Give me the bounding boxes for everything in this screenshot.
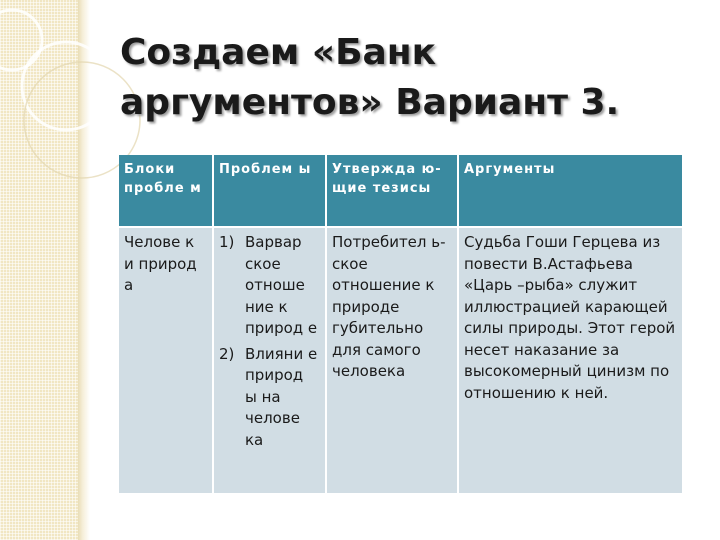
cell-problems	[213, 227, 326, 493]
arguments-table	[119, 155, 682, 493]
list-item	[219, 232, 319, 340]
table-row	[119, 227, 682, 493]
header-problems: Проблем ы	[213, 155, 326, 227]
slide-title: Создаем «Банк аргументов» Вариант 3.	[120, 32, 620, 123]
table-header-row	[119, 155, 682, 227]
decorative-circle-small	[0, 10, 42, 70]
cell-thesis: Потребител ь-ское отношение к природе губительно для самого человека	[326, 227, 458, 493]
header-arguments: Аргументы	[458, 155, 682, 227]
problem-text: Влияни е природ ы на челове ка	[245, 344, 318, 449]
cell-block: Челове к и природ а	[119, 227, 213, 493]
list-number: 2)	[219, 344, 235, 363]
problem-list	[219, 232, 319, 451]
cell-argument: Судьба Гоши Герцева из повести В.Астафьева «Царь –рыба» служит иллюстрацией карающей силы природы. Этот герой несет наказание за высокомерный цинизм по отношению к ней.	[458, 227, 682, 493]
list-number: 1)	[219, 233, 235, 251]
problem-text: Варвар ское отноше ние к природ е	[245, 233, 318, 337]
list-item	[219, 344, 319, 452]
header-blocks: Блоки пробле м	[119, 155, 213, 227]
header-theses: Утвержда ю-щие тезисы	[326, 155, 458, 227]
